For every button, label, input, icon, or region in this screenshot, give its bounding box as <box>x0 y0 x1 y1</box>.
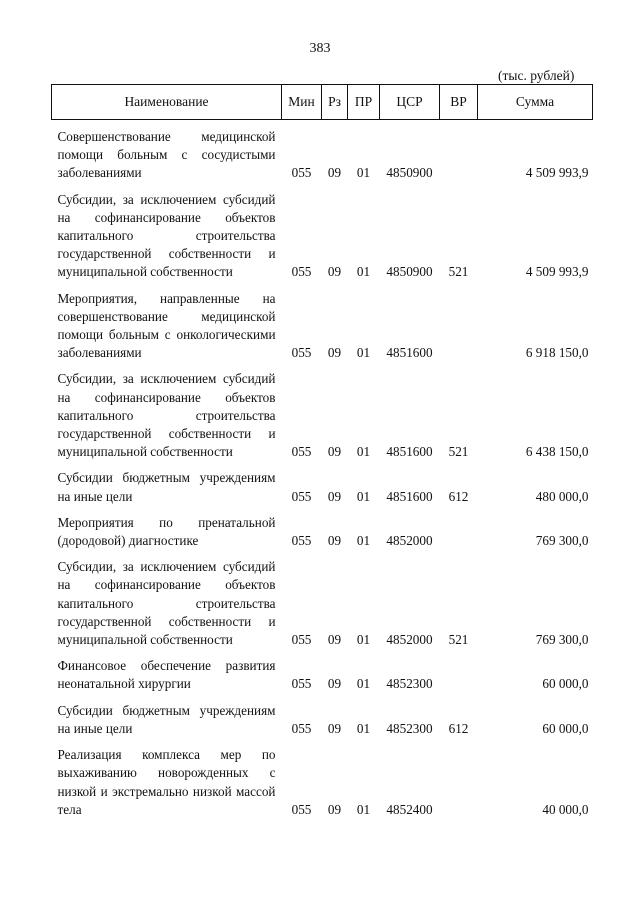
row-pr: 01 <box>356 345 371 361</box>
row-sum: 6 918 150,0 <box>525 345 589 361</box>
header-csr: ЦСР <box>380 85 440 120</box>
row-rz: 09 <box>327 676 342 692</box>
header-name: Наименование <box>52 85 282 120</box>
row-rz: 09 <box>327 533 342 549</box>
row-pr: 01 <box>356 264 371 280</box>
row-min: 055 <box>291 676 312 692</box>
row-rz: 09 <box>327 345 342 361</box>
row-sum: 769 300,0 <box>535 533 589 549</box>
table-row <box>52 649 593 693</box>
header-sum: Сумма <box>478 85 593 120</box>
row-pr: 01 <box>356 676 371 692</box>
row-rz: 09 <box>327 720 342 736</box>
row-name: Совершенствование медицинской помощи больным с сосудистыми заболеваниями <box>57 129 276 181</box>
row-sum: 4 509 993,9 <box>525 264 589 280</box>
row-sum: 60 000,0 <box>542 720 589 736</box>
row-csr: 4852000 <box>386 632 433 648</box>
table-row <box>52 120 593 183</box>
row-sum: 4 509 993,9 <box>525 165 589 181</box>
row-csr: 4852400 <box>386 801 433 817</box>
row-sum: 6 438 150,0 <box>525 444 589 460</box>
row-csr: 4852300 <box>386 676 433 692</box>
row-min: 055 <box>291 165 312 181</box>
row-min: 055 <box>291 720 312 736</box>
row-min: 055 <box>291 801 312 817</box>
header-min: Мин <box>282 85 322 120</box>
row-pr: 01 <box>356 720 371 736</box>
row-sum: 40 000,0 <box>542 801 589 817</box>
row-pr: 01 <box>356 165 371 181</box>
row-vr <box>440 506 478 550</box>
row-pr: 01 <box>356 632 371 648</box>
row-name: Реализация комплекса мер по выхаживанию новорожденных с низкой и экстремально низкой массой тела <box>57 747 276 817</box>
row-min: 055 <box>291 632 312 648</box>
row-vr: 521 <box>448 444 469 460</box>
row-sum: 480 000,0 <box>535 488 589 504</box>
table-row <box>52 694 593 738</box>
row-csr: 4852300 <box>386 720 433 736</box>
row-sum: 769 300,0 <box>535 632 589 648</box>
row-pr: 01 <box>356 801 371 817</box>
row-pr: 01 <box>356 444 371 460</box>
table-row <box>52 461 593 505</box>
row-name: Мероприятия, направленные на совершенствование медицинской помощи больным с онкологическими заболеваниями <box>57 290 276 361</box>
table-row <box>52 183 593 282</box>
row-rz: 09 <box>327 165 342 181</box>
row-vr <box>440 282 478 363</box>
table-header-row <box>52 85 593 120</box>
row-csr: 4852000 <box>386 533 433 549</box>
header-pr: ПР <box>348 85 380 120</box>
row-min: 055 <box>291 264 312 280</box>
units-label: (тыс. рублей) <box>498 68 575 83</box>
row-name: Субсидии, за исключением субсидий на софинансирование объектов капитального строительства государственной собственности и муниципальной собственности <box>57 559 276 648</box>
row-csr: 4850900 <box>386 264 433 280</box>
table-row <box>52 362 593 461</box>
row-vr <box>440 738 478 819</box>
budget-table <box>51 84 593 819</box>
row-vr: 612 <box>448 720 469 736</box>
row-min: 055 <box>291 488 312 504</box>
row-csr: 4850900 <box>386 165 433 181</box>
row-vr: 521 <box>448 264 469 280</box>
row-sum: 60 000,0 <box>542 676 589 692</box>
row-name: Субсидии, за исключением субсидий на софинансирование объектов капитального строительства государственной собственности и муниципальной собственности <box>57 371 276 460</box>
row-min: 055 <box>291 345 312 361</box>
row-rz: 09 <box>327 264 342 280</box>
row-name: Субсидии бюджетным учреждениям на иные цели <box>57 470 276 504</box>
row-vr: 521 <box>448 632 469 648</box>
row-pr: 01 <box>356 533 371 549</box>
row-csr: 4851600 <box>386 488 433 504</box>
row-pr: 01 <box>356 488 371 504</box>
header-vr: ВР <box>440 85 478 120</box>
table-row <box>52 550 593 649</box>
table-row <box>52 506 593 550</box>
header-rz: Рз <box>322 85 348 120</box>
row-name: Субсидии, за исключением субсидий на софинансирование объектов капитального строительства государственной собственности и муниципальной собственности <box>57 191 276 280</box>
row-vr <box>440 649 478 693</box>
row-name: Финансовое обеспечение развития неонатальной хирургии <box>57 658 276 692</box>
row-name: Мероприятия по пренатальной (дородовой) диагностике <box>57 514 276 549</box>
table-row <box>52 282 593 363</box>
row-rz: 09 <box>327 801 342 817</box>
row-name: Субсидии бюджетным учреждениям на иные цели <box>57 702 276 736</box>
row-rz: 09 <box>327 444 342 460</box>
row-min: 055 <box>291 533 312 549</box>
row-csr: 4851600 <box>386 345 433 361</box>
row-vr: 612 <box>448 488 469 504</box>
row-min: 055 <box>291 444 312 460</box>
row-csr: 4851600 <box>386 444 433 460</box>
page-number: 383 <box>309 41 331 56</box>
row-vr <box>440 120 478 183</box>
table-row <box>52 738 593 819</box>
row-rz: 09 <box>327 632 342 648</box>
row-rz: 09 <box>327 488 342 504</box>
